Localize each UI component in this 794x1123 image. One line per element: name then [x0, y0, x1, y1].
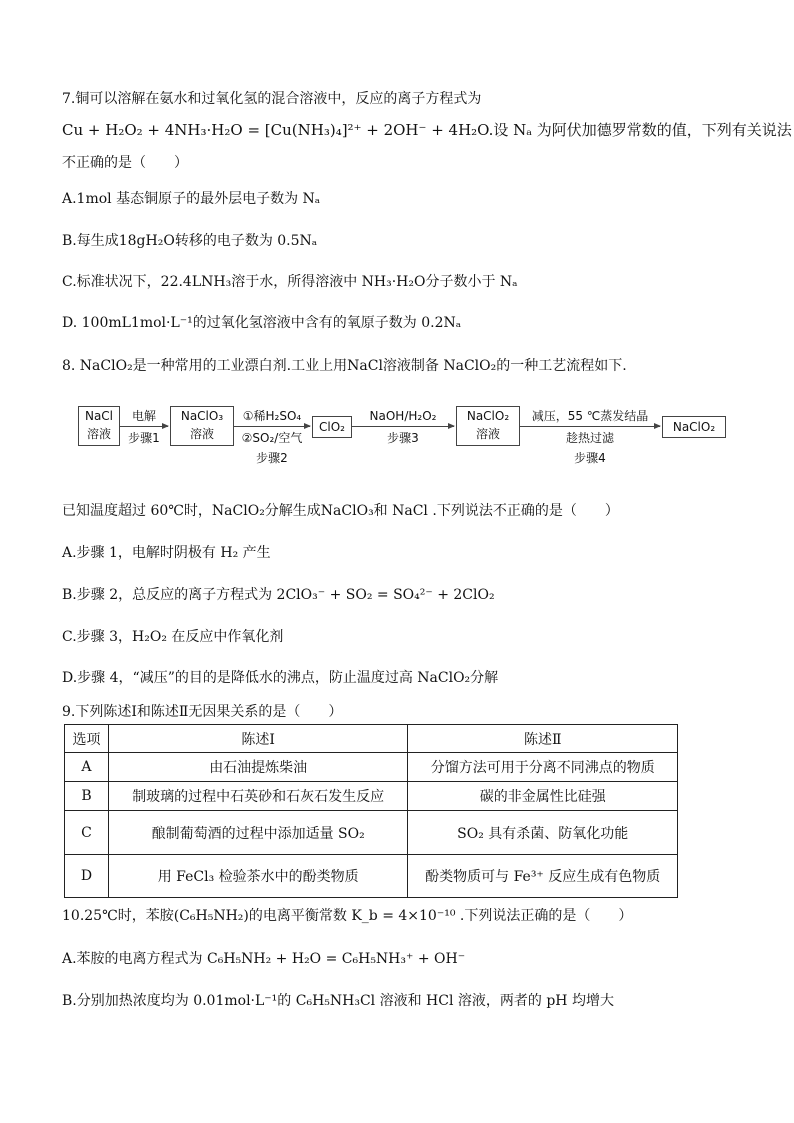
flow-box-clo2: ClO₂ [312, 416, 352, 438]
flow-arrow-3 [352, 426, 454, 427]
table-cell: 酚类物质可与 Fe³⁺ 反应生成有色物质 [408, 855, 678, 898]
process-flow-diagram [74, 400, 734, 480]
q9-stem: 9.下列陈述Ⅰ和陈述Ⅱ无因果关系的是（ ） [62, 704, 343, 720]
table-cell: A [65, 753, 109, 782]
flow-arrow2-step: 步骤2 [256, 451, 288, 465]
flow-box-naclo2-line1: NaClO₂ [466, 409, 510, 423]
flow-arrow-1 [120, 426, 168, 427]
flow-box-nacl-solution [78, 406, 120, 446]
flow-arrow4-top: 减压，55 ℃蒸发结晶 [531, 409, 649, 423]
table-row [65, 753, 678, 782]
flow-arrow3-bottom: 步骤3 [387, 431, 419, 445]
flow-box-naclo3-line1: NaClO₃ [180, 409, 224, 423]
flow-arrow2-bottom: ②SO₂/空气 [241, 431, 303, 445]
flow-arrow-4 [520, 426, 660, 427]
flow-box-naclo2-product: NaClO₂ [662, 416, 726, 438]
table-cell: C [65, 811, 109, 855]
table-cell: 碳的非金属性比硅强 [408, 782, 678, 811]
q10-option-a: A.苯胺的电离方程式为 C₆H₅NH₂ + H₂O = C₆H₅NH₃⁺ + OH⁻ [62, 951, 466, 967]
q7-option-b: B.每生成18gH₂O转移的电子数为 0.5Nₐ [62, 233, 318, 249]
flow-arrow2-top: ①稀H₂SO₄ [242, 409, 302, 423]
q7-option-a: A.1mol 基态铜原子的最外层电子数为 Nₐ [62, 191, 321, 207]
flow-arrow1-top: 电解 [131, 409, 156, 423]
table-cell: 酿制葡萄酒的过程中添加适量 SO₂ [108, 811, 408, 855]
flow-box-naclo3-line2: 溶液 [189, 427, 214, 441]
q8-stem: 8. NaClO₂是一种常用的工业漂白剂.工业上用NaCl溶液制备 NaClO₂的一种工艺流程如下. [62, 358, 627, 374]
table-cell: SO₂ 具有杀菌、防氧化功能 [408, 811, 678, 855]
flow-arrow-2 [234, 426, 310, 427]
q8-option-d: D.步骤 4，“减压”的目的是降低水的沸点，防止温度过高 NaClO₂分解 [62, 670, 499, 686]
table-header-row [65, 725, 678, 753]
q7-option-c: C.标准状况下，22.4LNH₃溶于水，所得溶液中 NH₃·H₂O分子数小于 Nₐ [62, 274, 518, 290]
table-row [65, 782, 678, 811]
table-cell: 制玻璃的过程中石英砂和石灰石发生反应 [108, 782, 408, 811]
table-row [65, 811, 678, 855]
q8-note: 已知温度超过 60℃时，NaClO₂分解生成NaClO₃和 NaCl .下列说法不正确的是（ ） [62, 503, 619, 519]
flow-arrow1-bottom: 步骤1 [128, 431, 160, 445]
q8-option-b: B.步骤 2，总反应的离子方程式为 2ClO₃⁻ + SO₂ = SO₄²⁻ + 2ClO₂ [62, 587, 495, 603]
flow-box-naclo2-solution [456, 406, 520, 446]
q10-stem: 10.25℃时，苯胺(C₆H₅NH₂)的电离平衡常数 K_b = 4×10⁻¹⁰ .下列说法正确的是（ ） [62, 908, 633, 924]
q7-equation-line [62, 120, 792, 140]
table-row [65, 855, 678, 898]
table-cell: 用 FeCl₃ 检验茶水中的酚类物质 [108, 855, 408, 898]
table-header-statement1: 陈述Ⅰ [108, 725, 408, 753]
flow-box-nacl-line2: 溶液 [86, 427, 111, 441]
flow-arrow4-step: 步骤4 [574, 451, 606, 465]
table-cell: 由石油提炼柴油 [108, 753, 408, 782]
flow-box-nacl-line1: NaCl [84, 409, 114, 423]
q10-option-b: B.分别加热浓度均为 0.01mol·L⁻¹的 C₆H₅NH₃Cl 溶液和 HCl 溶液，两者的 pH 均增大 [62, 993, 614, 1009]
q8-option-c: C.步骤 3，H₂O₂ 在反应中作氧化剂 [62, 629, 284, 645]
q7-equation: Cu + H₂O₂ + 4NH₃·H₂O = [Cu(NH₃)₄]²⁺ + 2OH⁻ + 4H₂O [62, 121, 489, 139]
table-cell: 分馏方法可用于分离不同沸点的物质 [408, 753, 678, 782]
flow-arrow4-bottom: 趁热过滤 [565, 431, 614, 445]
q7-equation-suffix: .设 Nₐ 为阿伏加德罗常数的值，下列有关说法 [488, 121, 792, 139]
flow-arrow3-top: NaOH/H₂O₂ [369, 409, 437, 423]
flow-box-naclo3-solution [170, 406, 234, 446]
table-header-option: 选项 [65, 725, 109, 753]
q8-option-a: A.步骤 1，电解时阴极有 H₂ 产生 [62, 545, 271, 561]
table-cell: B [65, 782, 109, 811]
q9-table [64, 724, 678, 898]
q7-stem: 7.铜可以溶解在氨水和过氧化氢的混合溶液中，反应的离子方程式为 [62, 91, 482, 107]
flow-box-naclo2-line2: 溶液 [475, 427, 500, 441]
table-cell: D [65, 855, 109, 898]
q7-option-d: D. 100mL1mol·L⁻¹的过氧化氢溶液中含有的氧原子数为 0.2Nₐ [62, 315, 462, 331]
table-header-statement2: 陈述Ⅱ [408, 725, 678, 753]
q7-stem-end: 不正确的是（ ） [62, 155, 188, 171]
